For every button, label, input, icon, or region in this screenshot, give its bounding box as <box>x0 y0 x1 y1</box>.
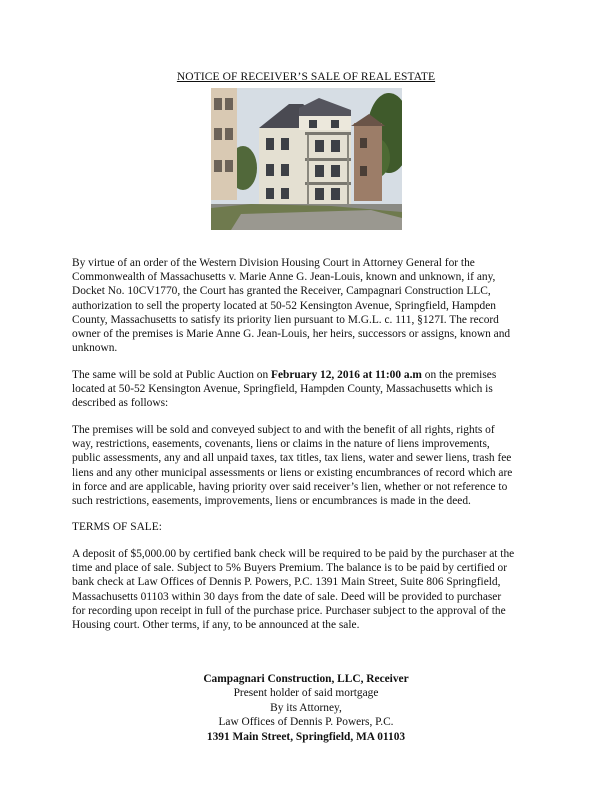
paragraph-court-order <box>72 256 542 355</box>
paragraph-line: time and place of sale. Subject to 5% Buyers Premium. The balance is to be paid by certified or <box>72 562 508 575</box>
paragraph-line: such restrictions, easements, improvements, liens or encumbrances is made in the deed. <box>72 495 471 508</box>
paragraph-line: Docket No. 10CV1770, the Court has granted the Receiver, Campagnari Construction LLC, <box>72 285 491 298</box>
signature-block <box>0 672 612 744</box>
paragraph-line: The premises will be sold and conveyed subject to and with the benefit of all rights, rights of <box>72 424 495 436</box>
mortgage-holder-line: Present holder of said mortgage <box>233 687 379 700</box>
paragraph-line: described as follows: <box>72 397 169 410</box>
law-firm-name: Law Offices of Dennis P. Powers, P.C. <box>218 716 394 729</box>
paragraph-line: bank check at Law Offices of Dennis P. Powers, P.C. 1391 Main Street, Suite 806 Springfield, <box>72 576 501 589</box>
paragraph-line: in force and are applicable, having priority over said receiver’s lien, whether or not reference to <box>72 480 508 493</box>
paragraph-conveyance <box>72 423 542 508</box>
paragraph-line: Massachusetts 01103 within 30 days from the date of sale. Deed will be provided to purchaser <box>72 590 502 603</box>
paragraph-line: By virtue of an order of the Western Division Housing Court in Attorney General for the <box>72 257 475 269</box>
paragraph-line: authorization to sell the property located at 50-52 Kensington Avenue, Springfield, Hampden <box>72 299 496 312</box>
law-firm-address-text: 1391 Main Street, Springfield, MA 01103 <box>206 730 406 743</box>
paragraph-line: unknown. <box>72 342 118 355</box>
paragraph-line: way, restrictions, easements, covenants, liens or claims in the nature of liens improvements, <box>72 438 490 451</box>
paragraph-line: for recording upon receipt in full of the purchase price. Purchaser subject to the approval of the <box>72 604 506 617</box>
paragraph-line: A deposit of $5,000.00 by certified bank check will be required to be paid by the purchaser at the <box>72 548 515 560</box>
receiver-name-text: Campagnari Construction, LLC, Receiver <box>203 673 409 685</box>
paragraph-line: Commonwealth of Massachusetts v. Marie Anne G. Jean-Louis, known and unknown, if any, <box>72 271 496 284</box>
auction-intro-text: The same will be sold at Public Auction on <box>72 369 271 381</box>
paragraph-line: liens and any other municipal assessments or liens or existing encumbrances of record which are <box>72 466 513 479</box>
house-photo-icon <box>211 88 402 230</box>
paragraph-auction-date <box>72 368 542 411</box>
attorney-line: By its Attorney, <box>270 701 342 714</box>
house-photo <box>211 88 402 230</box>
paragraph-line: Housing court. Other terms, if any, to be announced at the sale. <box>72 619 360 632</box>
paragraph-line: County, Massachusetts to satisfy its priority lien pursuant to M.G.L. c. 111, §127I. The record <box>72 313 499 326</box>
paragraph-line: located at 50-52 Kensington Avenue, Springfield, Hampden County, Massachusetts which is <box>72 383 493 396</box>
auction-location-text: on the premises <box>421 369 497 381</box>
paragraph-terms <box>72 547 542 632</box>
page-title: NOTICE OF RECEIVER’S SALE OF REAL ESTATE <box>176 71 436 83</box>
receiver-name <box>0 672 612 686</box>
terms-heading: TERMS OF SALE: <box>72 521 162 533</box>
law-firm-address <box>0 730 612 744</box>
auction-date: February 12, 2016 at 11:00 a.m <box>271 369 422 381</box>
paragraph-line: public assessments, any and all unpaid taxes, tax titles, tax liens, water and sewer liens, trash fee <box>72 452 512 465</box>
paragraph-line: owner of the premises is Marie Anne G. Jean-Louis, her heirs, successors or assigns, known and <box>72 328 511 341</box>
paragraph-line <box>72 368 542 382</box>
